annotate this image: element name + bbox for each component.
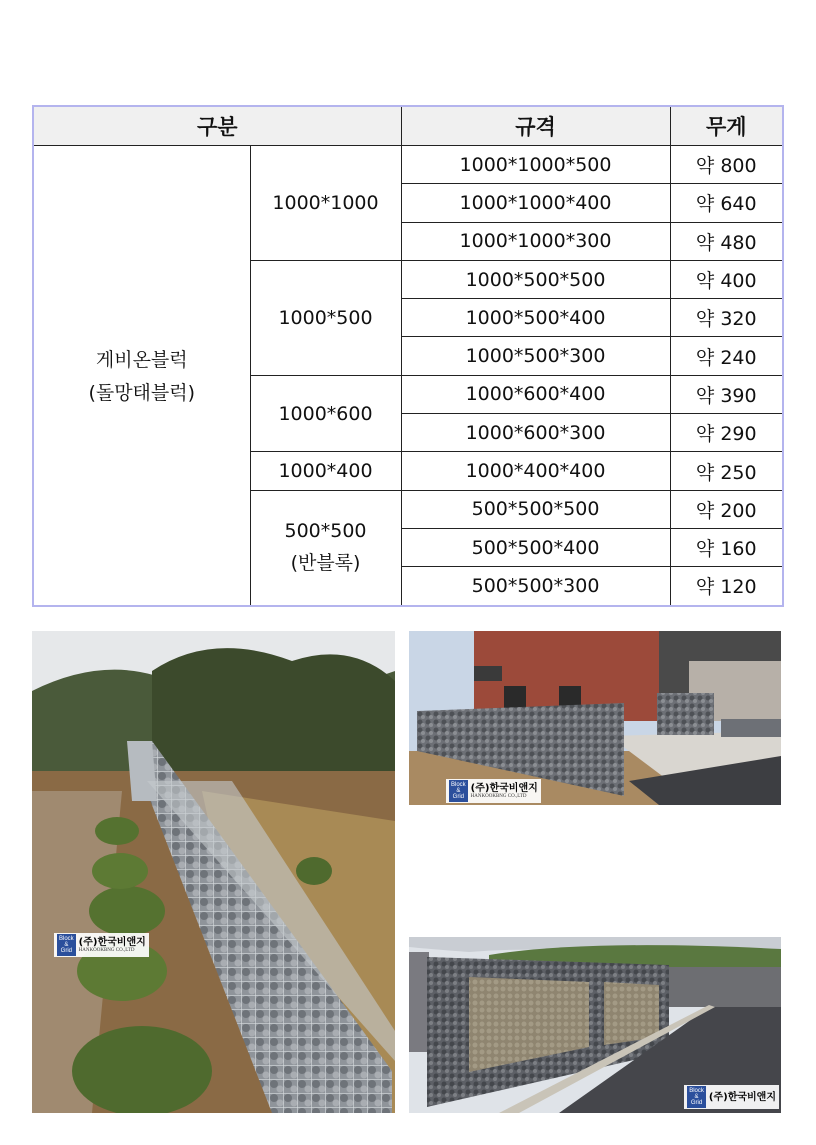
spec-cell: 1000*600*400 [401,375,670,413]
block-grid-logo: Block & Grid [689,1088,704,1106]
gabion-garden-wall-photo [32,631,395,1113]
weight-cell: 약 290 [670,414,783,452]
spec-cell: 500*500*400 [401,528,670,566]
company-name-en: HANKOOKBNG CO.,LTD [78,947,135,953]
weight-cell: 약 120 [670,567,783,606]
spec-cell: 1000*500*300 [401,337,670,375]
size-cell [250,490,401,605]
spec-table [32,105,784,607]
block-grid-logo: Block & Grid [59,936,74,954]
weight-cell: 약 250 [670,452,783,490]
category-alias: (돌망태블럭) [88,382,196,405]
company-name-kr: (주)한국비앤지 [708,1091,776,1103]
spec-cell: 1000*1000*500 [401,146,670,184]
category-cell [33,146,250,606]
header-category: 구분 [33,106,401,146]
company-name-en: HANKOOKBNG CO.,LTD [470,793,527,799]
spec-cell: 1000*500*500 [401,260,670,298]
weight-cell: 약 240 [670,337,783,375]
weight-cell: 약 640 [670,184,783,222]
table-row [33,146,783,184]
watermark [54,933,149,957]
weight-cell: 약 160 [670,528,783,566]
spec-cell: 500*500*500 [401,490,670,528]
gabion-building-fence-photo [409,631,781,805]
watermark [684,1085,779,1109]
weight-cell: 약 320 [670,299,783,337]
weight-cell: 약 200 [670,490,783,528]
block-grid-logo: Block & Grid [451,782,466,800]
spec-cell: 1000*400*400 [401,452,670,490]
gabion-roadside-wall-photo [409,937,781,1113]
weight-cell: 약 390 [670,375,783,413]
header-spec: 규격 [401,106,670,146]
header-row [33,106,783,146]
size-cell: 1000*600 [250,375,401,452]
company-name-kr: (주)한국비앤지 [470,782,538,794]
category-name: 게비온블럭 [95,349,188,372]
size-cell: 1000*500 [250,260,401,375]
weight-cell: 약 480 [670,222,783,260]
size-cell: 1000*400 [250,452,401,490]
header-weight: 무게 [670,106,783,146]
weight-cell: 약 800 [670,146,783,184]
size-note: (반블록) [290,552,361,575]
weight-cell: 약 400 [670,260,783,298]
size-cell: 1000*1000 [250,146,401,261]
size-label: 500*500 [284,520,367,543]
spec-cell: 500*500*300 [401,567,670,606]
spec-cell: 1000*600*300 [401,414,670,452]
spec-cell: 1000*500*400 [401,299,670,337]
spec-cell: 1000*1000*400 [401,184,670,222]
spec-cell: 1000*1000*300 [401,222,670,260]
watermark [446,779,541,803]
company-name-kr: (주)한국비앤지 [78,936,146,948]
